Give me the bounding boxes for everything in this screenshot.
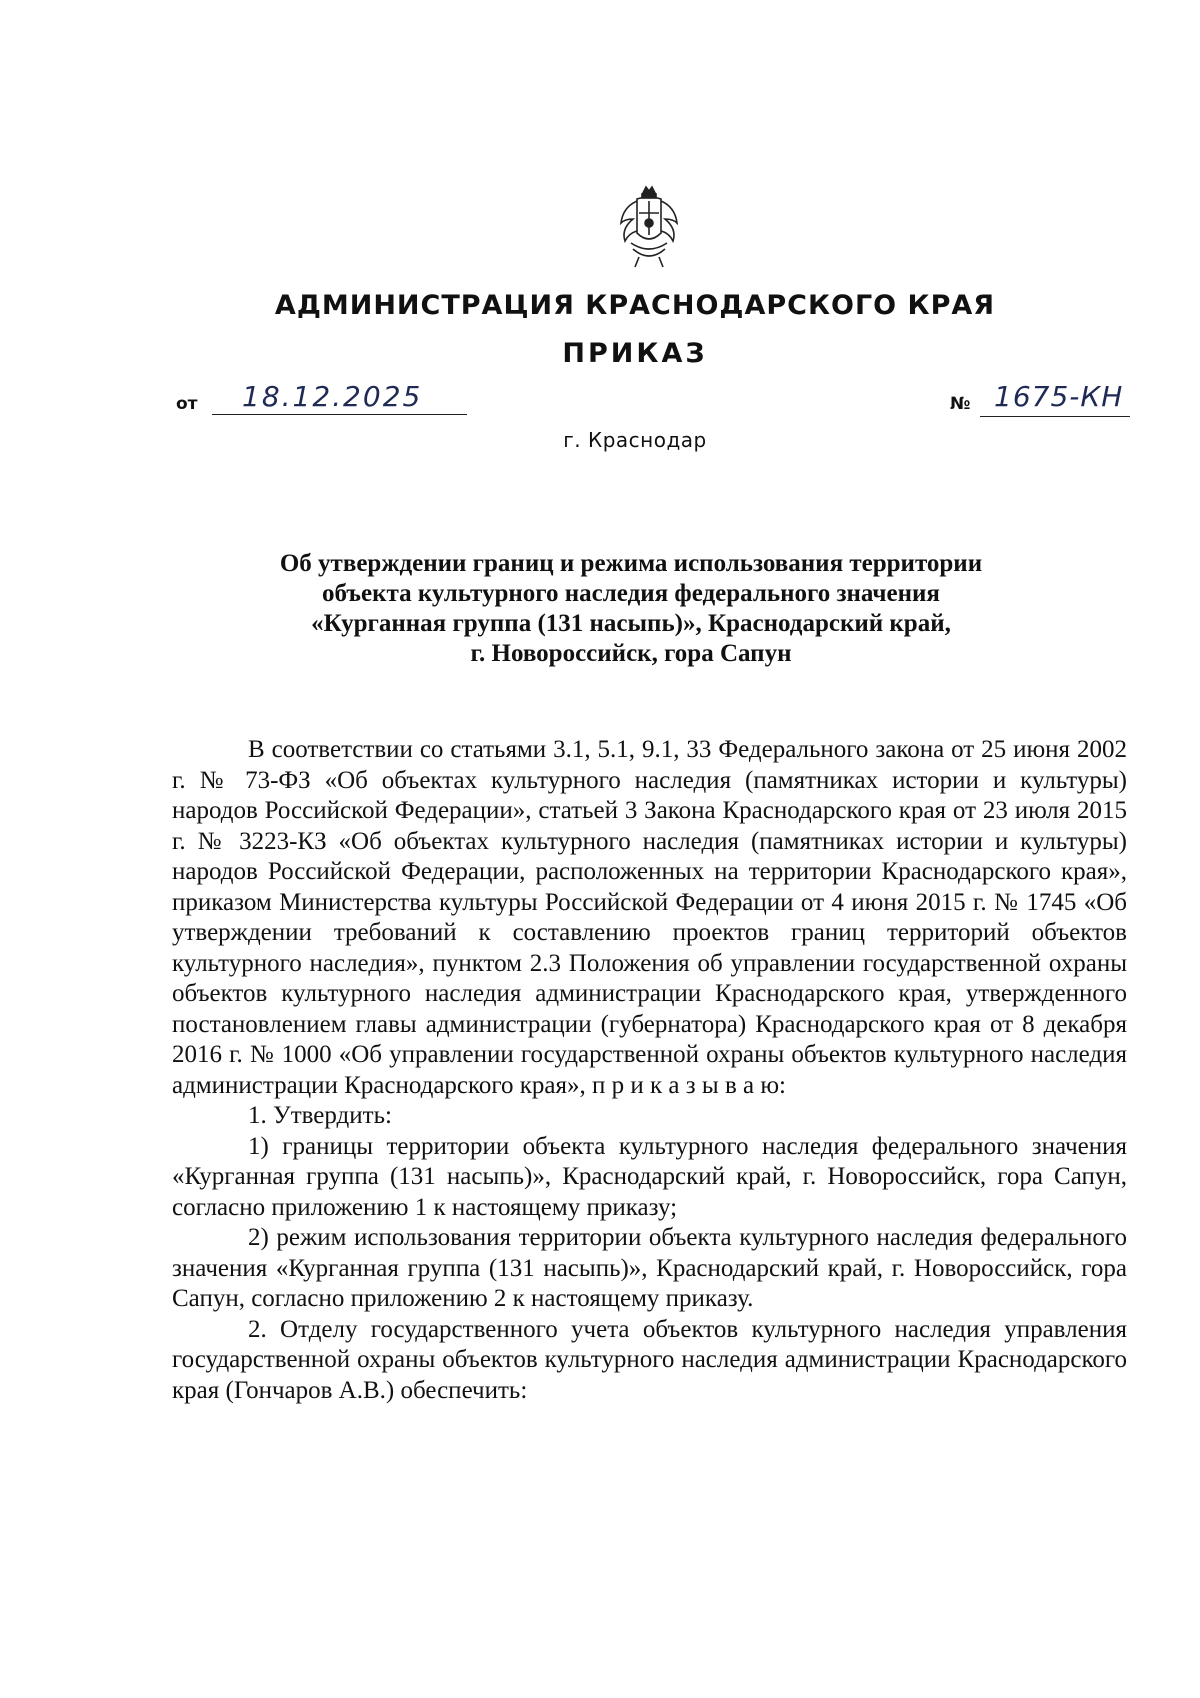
document-date (176, 380, 476, 424)
organization-name: АДМИНИСТРАЦИЯ КРАСНОДАРСКОГО КРАЯ (274, 290, 996, 321)
date-underline (212, 414, 467, 415)
document-title (220, 549, 1042, 669)
title-line: Об утверждении границ и режима использования территории (279, 550, 983, 577)
paragraph: 1. Утвердить: (248, 1102, 392, 1129)
date-value: 18.12.2025 (242, 380, 423, 413)
title-line: г. Новороссийск, гора Сапун (470, 640, 792, 667)
date-label: от (176, 394, 198, 414)
paragraph: 1) границы территории объекта культурного наследия федерального значения «Курганная группа (131 насыпь)», Краснодарский край, г. Новороссийск, гора Сапун, согласно приложению 1 к настоящему приказу; (172, 1132, 1127, 1221)
city: г. Краснодар (563, 428, 707, 452)
title-line: «Курганная группа (131 насыпь)», Краснодарский край, (311, 610, 951, 637)
number-underline (980, 416, 1130, 417)
number-label: № (950, 394, 971, 414)
paragraph: В соответствии со статьями 3.1, 5.1, 9.1, 33 Федерального закона от 25 июня 2002 г. № 73-ФЗ «Об объектах культурного наследия (памятниках истории и культуры) народов Российской Федерации», статьей 3 Закона Краснодарского края от 23 июля 2015 г. № 3223-КЗ «Об объектах культурного наследия (памятниках истории и культуры) народов Российской Федерации, расположенных на территории Краснодарского края», приказом Министерства культуры Российской Федерации от 4 июня 2015 г. № 1745 «Об утверждении требований к составлению проектов границ территорий объектов культурного наследия», пунктом 2.3 Положения об управлении государственной охраны объектов культурного наследия администрации Краснодарского края, утвержденного постановлением главы администрации (губернатора) Краснодарского края от 8 декабря 2016 г. № 1000 «Об управлении государственной охраны объектов культурного наследия администрации Краснодарского края», п р и к а з ы в а ю: (172, 736, 1127, 1099)
number-value: 1675-КН (994, 380, 1124, 413)
coat-of-arms-icon (613, 183, 685, 271)
paragraph: 2) режим использования территории объекта культурного наследия федерального значения «Курганная группа (131 насыпь)», Краснодарский край, г. Новороссийск, гора Сапун, согласно приложению 2 к настоящему приказу. (172, 1224, 1127, 1312)
document-body (172, 735, 1127, 1406)
document-number (950, 380, 1150, 424)
document-type: ПРИКАЗ (562, 338, 708, 369)
title-line: объекта культурного наследия федерального значения (322, 580, 940, 607)
paragraph: 2. Отделу государственного учета объектов культурного наследия управления государственной охраны объектов культурного наследия администрации Краснодарского края (Гончаров А.В.) обеспечить: (172, 1315, 1127, 1404)
